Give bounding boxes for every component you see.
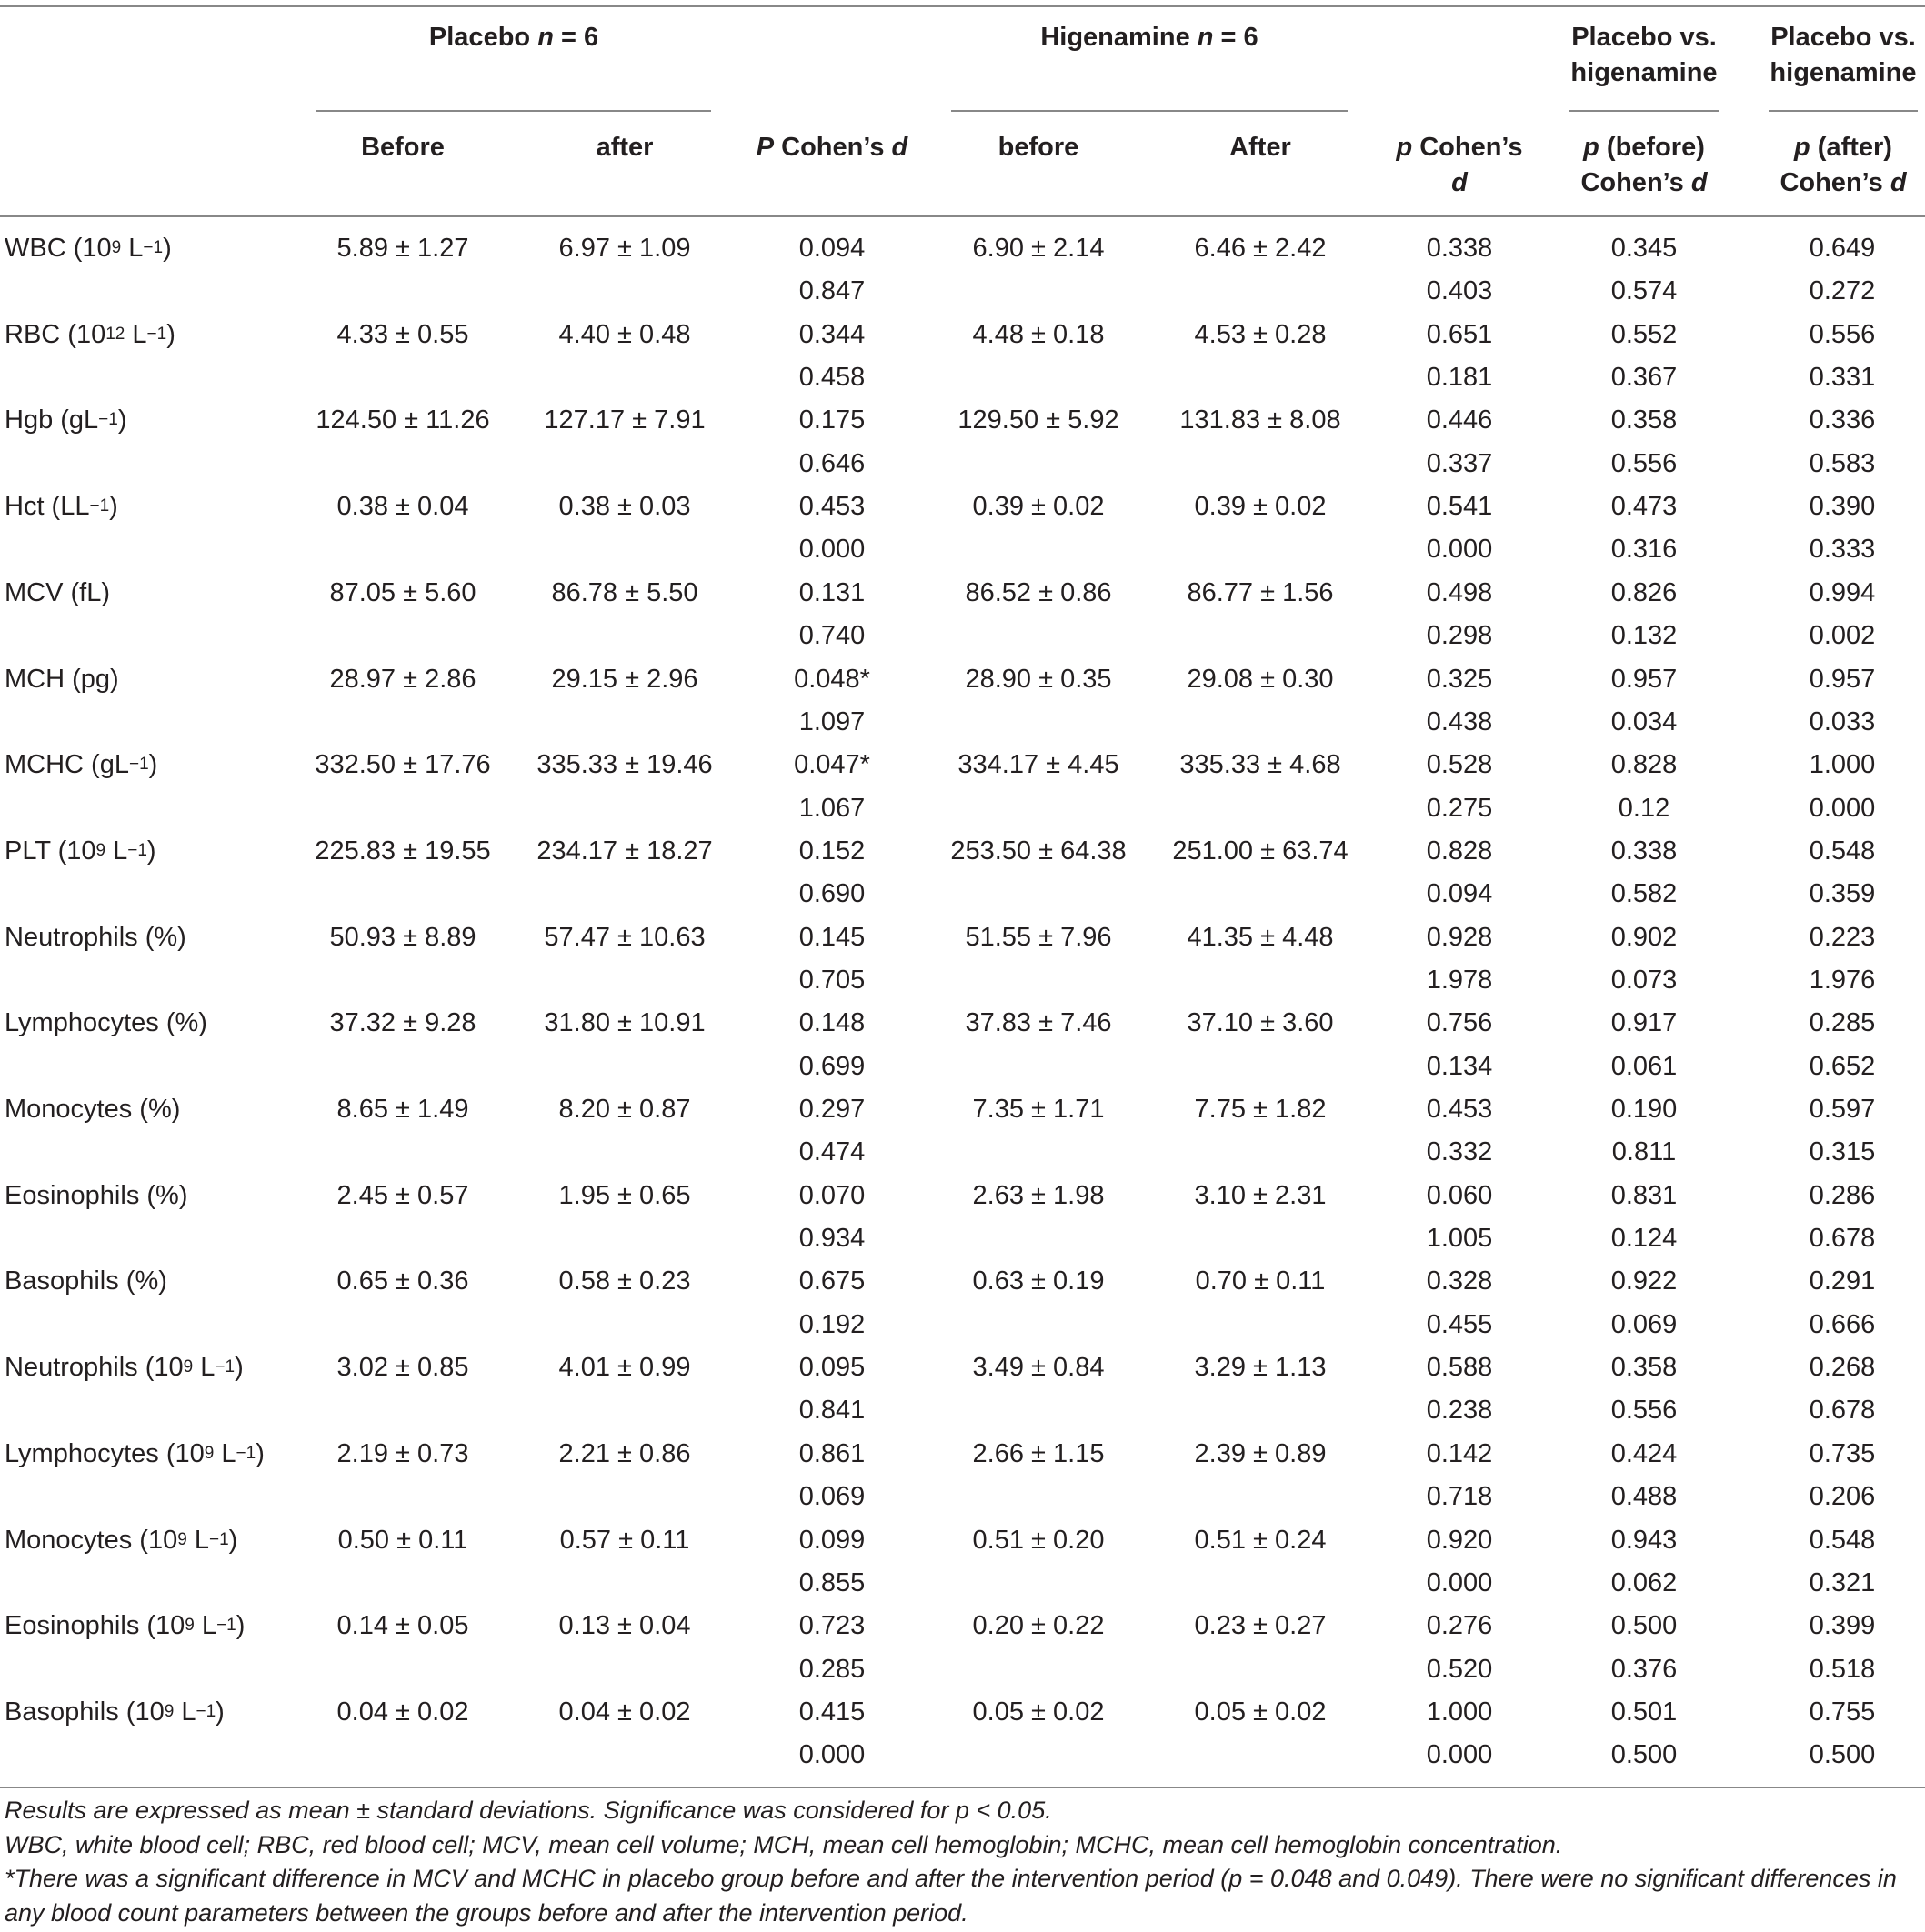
placebo-cohens-d-cell: 0.474 [798, 1137, 866, 1167]
comparison-before-p-cell: 0.358 [1610, 405, 1678, 435]
placebo-cohens-d-cell: 0.646 [798, 448, 866, 478]
row-label: Lymphocytes (%) [5, 1008, 207, 1038]
higenamine-before-cell: 129.50 ± 5.92 [957, 405, 1119, 435]
higenamine-before-cell: 0.20 ± 0.22 [972, 1611, 1105, 1641]
placebo-before-cell: 225.83 ± 19.55 [315, 836, 491, 866]
comparison-before-cohens-d-cell: 0.556 [1610, 1396, 1678, 1426]
higenamine-before-cell: 4.48 ± 0.18 [972, 319, 1105, 349]
higenamine-cohens-d-cell: 0.094 [1426, 879, 1493, 909]
higenamine-p-cell: 0.325 [1426, 664, 1493, 694]
placebo-before-cell: 332.50 ± 17.76 [315, 750, 491, 780]
comparison-before-p-cell: 0.917 [1610, 1008, 1678, 1038]
comparison-after-cohens-d-cell: 0.500 [1809, 1740, 1876, 1770]
higenamine-cohens-d-cell: 0.181 [1426, 363, 1493, 392]
higenamine-cohens-d-cell: 0.337 [1426, 448, 1493, 478]
higenamine-cohens-d-cell: 0.238 [1426, 1396, 1493, 1426]
row-label: RBC ($10^{12}$ $L^{-1}$) [5, 319, 175, 349]
placebo-after-cell: 127.17 ± 7.91 [544, 405, 706, 435]
placebo-before-cell: 5.89 ± 1.27 [336, 234, 469, 263]
comparison-before-p-cell: 0.501 [1610, 1697, 1678, 1727]
higenamine-after-cell: 0.51 ± 0.24 [1194, 1525, 1327, 1555]
comparison-after-cohens-d-cell: 0.678 [1809, 1396, 1876, 1426]
higenamine-after-cell: 4.53 ± 0.28 [1194, 319, 1327, 349]
comparison-before-rule [1569, 110, 1719, 112]
higenamine-p-cell: 0.446 [1426, 405, 1493, 435]
higenamine-after-cell: 6.46 ± 2.42 [1194, 234, 1327, 263]
comparison-after-p-cell: 1.000 [1809, 750, 1876, 780]
comparison-before-p-cell: 0.473 [1610, 492, 1678, 522]
comparison-after-p-cell: 0.994 [1809, 577, 1876, 607]
comparison-before-cohens-d-cell: 0.062 [1610, 1567, 1678, 1597]
header-higenamine-after: After [1229, 133, 1291, 162]
placebo-before-cell: 0.38 ± 0.04 [336, 492, 469, 522]
higenamine-before-cell: 334.17 ± 4.45 [957, 750, 1119, 780]
placebo-p-cell: 0.297 [798, 1095, 866, 1124]
placebo-after-cell: 0.57 ± 0.11 [559, 1525, 690, 1555]
higenamine-cohens-d-cell: 0.438 [1426, 706, 1493, 736]
row-label: Monocytes ($10^9$ $L^{-1}$) [5, 1525, 238, 1555]
placebo-after-cell: 0.13 ± 0.04 [558, 1611, 691, 1641]
comparison-before-p-cell: 0.190 [1610, 1095, 1678, 1124]
row-label: MCV (fL) [5, 577, 110, 607]
comparison-before-p-cell: 0.338 [1610, 836, 1678, 866]
placebo-p-cell: 0.453 [798, 492, 866, 522]
comparison-before-cohens-d-cell: 0.488 [1610, 1482, 1678, 1512]
comparison-after-p-cell: 0.556 [1809, 319, 1876, 349]
placebo-cohens-d-cell: 0.740 [798, 621, 866, 651]
row-label: Basophils (%) [5, 1266, 167, 1296]
comparison-before-cohens-d-cell: 0.574 [1610, 276, 1678, 306]
placebo-cohens-d-cell: 0.699 [798, 1051, 866, 1081]
higenamine-before-cell: 0.05 ± 0.02 [972, 1697, 1105, 1727]
comparison-before-p-cell: 0.358 [1610, 1353, 1678, 1383]
placebo-before-cell: 37.32 ± 9.28 [329, 1008, 476, 1038]
row-label: Eosinophils (%) [5, 1180, 188, 1210]
comparison-before-p-cell: 0.943 [1610, 1525, 1678, 1555]
higenamine-cohens-d-cell: 0.000 [1426, 1567, 1493, 1597]
comparison-after-cohens-d-cell: 0.678 [1809, 1224, 1876, 1253]
higenamine-cohens-d-cell: 0.455 [1426, 1309, 1493, 1339]
placebo-cohens-d-cell: 0.705 [798, 965, 866, 995]
higenamine-cohens-d-cell: 0.403 [1426, 276, 1493, 306]
higenamine-before-cell: 0.39 ± 0.02 [972, 492, 1105, 522]
placebo-before-cell: 0.65 ± 0.36 [336, 1266, 469, 1296]
header-placebo-after: after [596, 133, 654, 162]
comparison-before-cohens-d-cell: 0.12 [1618, 793, 1670, 823]
header-higenamine-group: Higenamine n = 6 [1040, 23, 1258, 52]
higenamine-cohens-d-cell: 0.134 [1426, 1051, 1493, 1081]
table-bottom-rule [0, 1787, 1925, 1788]
placebo-p-cell: 0.131 [798, 577, 866, 607]
higenamine-cohens-d-cell: 0.000 [1426, 535, 1493, 565]
higenamine-before-cell: 86.52 ± 0.86 [965, 577, 1112, 607]
placebo-after-cell: 86.78 ± 5.50 [551, 577, 698, 607]
higenamine-p-cell: 0.498 [1426, 577, 1493, 607]
placebo-cohens-d-cell: 0.458 [798, 363, 866, 392]
table-footnotes [5, 1794, 1920, 1930]
header-placebo-before: Before [361, 133, 445, 162]
placebo-before-cell: 124.50 ± 11.26 [316, 405, 490, 435]
row-label: Basophils ($10^9$ $L^{-1}$) [5, 1697, 225, 1727]
higenamine-p-cell: 1.000 [1426, 1697, 1493, 1727]
comparison-after-cohens-d-cell: 0.518 [1809, 1654, 1876, 1684]
row-label: PLT ($10^9$ $L^{-1}$) [5, 836, 156, 866]
higenamine-p-cell: 0.588 [1426, 1353, 1493, 1383]
comparison-after-p-cell: 0.336 [1809, 405, 1876, 435]
placebo-before-cell: 0.50 ± 0.11 [337, 1525, 468, 1555]
higenamine-p-cell: 0.453 [1426, 1095, 1493, 1124]
header-comparison-p-before: p (before) Cohen’s d [1580, 133, 1708, 197]
placebo-after-cell: 0.04 ± 0.02 [558, 1697, 691, 1727]
row-label: Eosinophils ($10^9$ $L^{-1}$) [5, 1611, 246, 1641]
higenamine-after-cell: 0.39 ± 0.02 [1194, 492, 1327, 522]
comparison-before-cohens-d-cell: 0.811 [1611, 1137, 1677, 1167]
row-label: MCH (pg) [5, 664, 119, 694]
higenamine-before-cell: 7.35 ± 1.71 [972, 1095, 1105, 1124]
placebo-before-cell: 2.19 ± 0.73 [336, 1438, 469, 1468]
placebo-before-cell: 0.14 ± 0.05 [336, 1611, 469, 1641]
comparison-after-p-cell: 0.735 [1809, 1438, 1876, 1468]
comparison-before-p-cell: 0.902 [1610, 922, 1678, 952]
placebo-cohens-d-cell: 0.934 [798, 1224, 866, 1253]
placebo-cohens-d-cell: 0.285 [798, 1654, 866, 1684]
higenamine-p-cell: 0.142 [1426, 1438, 1493, 1468]
comparison-after-p-cell: 0.390 [1809, 492, 1876, 522]
placebo-p-cell: 0.723 [798, 1611, 866, 1641]
higenamine-before-cell: 51.55 ± 7.96 [965, 922, 1112, 952]
placebo-p-cell: 0.095 [798, 1353, 866, 1383]
comparison-before-cohens-d-cell: 0.069 [1610, 1309, 1678, 1339]
comparison-before-p-cell: 0.500 [1610, 1611, 1678, 1641]
header-comparison-p-after: p (after) Cohen’s d [1780, 133, 1907, 197]
placebo-p-cell: 0.344 [798, 319, 866, 349]
higenamine-after-cell: 0.23 ± 0.27 [1194, 1611, 1327, 1641]
comparison-after-cohens-d-cell: 0.000 [1809, 793, 1876, 823]
higenamine-cohens-d-cell: 0.520 [1426, 1654, 1493, 1684]
comparison-before-cohens-d-cell: 0.556 [1610, 448, 1678, 478]
higenamine-after-cell: 86.77 ± 1.56 [1187, 577, 1334, 607]
placebo-p-cell: 0.148 [798, 1008, 866, 1038]
higenamine-after-cell: 7.75 ± 1.82 [1194, 1095, 1327, 1124]
placebo-cohens-d-cell: 1.067 [798, 793, 866, 823]
placebo-p-cell: 0.675 [798, 1266, 866, 1296]
higenamine-cohens-d-cell: 0.275 [1426, 793, 1493, 823]
header-placebo-group: Placebo n = 6 [428, 23, 599, 52]
comparison-after-cohens-d-cell: 0.206 [1809, 1482, 1876, 1512]
placebo-cohens-d-cell: 1.097 [798, 706, 866, 736]
comparison-before-p-cell: 0.552 [1610, 319, 1678, 349]
placebo-cohens-d-cell: 0.855 [798, 1567, 866, 1597]
higenamine-after-cell: 335.33 ± 4.68 [1179, 750, 1341, 780]
comparison-after-cohens-d-cell: 0.315 [1809, 1137, 1876, 1167]
higenamine-before-cell: 6.90 ± 2.14 [972, 234, 1105, 263]
higenamine-cohens-d-cell: 0.298 [1426, 621, 1493, 651]
placebo-p-cell: 0.415 [798, 1697, 866, 1727]
comparison-after-cohens-d-cell: 0.272 [1809, 276, 1876, 306]
comparison-before-p-cell: 0.826 [1610, 577, 1678, 607]
higenamine-p-cell: 0.541 [1426, 492, 1493, 522]
comparison-before-p-cell: 0.424 [1610, 1438, 1678, 1468]
comparison-after-p-cell: 0.291 [1809, 1266, 1876, 1296]
higenamine-after-cell: 29.08 ± 0.30 [1187, 664, 1334, 694]
higenamine-after-cell: 3.29 ± 1.13 [1194, 1353, 1327, 1383]
comparison-after-p-cell: 0.597 [1809, 1095, 1876, 1124]
placebo-cohens-d-cell: 0.192 [798, 1309, 866, 1339]
comparison-before-cohens-d-cell: 0.582 [1610, 879, 1678, 909]
higenamine-p-cell: 0.338 [1426, 234, 1493, 263]
row-label: MCHC $(gL^{-1})$ [5, 750, 158, 780]
placebo-before-cell: 50.93 ± 8.89 [329, 922, 476, 952]
row-label: Monocytes (%) [5, 1095, 181, 1124]
higenamine-cohens-d-cell: 1.978 [1426, 965, 1493, 995]
higenamine-p-cell: 0.651 [1426, 319, 1493, 349]
comparison-after-p-cell: 0.223 [1809, 922, 1876, 952]
header-higenamine-before: before [998, 133, 1079, 162]
placebo-p-cell: 0.047* [794, 750, 870, 780]
comparison-before-p-cell: 0.957 [1610, 664, 1678, 694]
placebo-cohens-d-cell: 0.000 [798, 535, 866, 565]
comparison-before-cohens-d-cell: 0.124 [1610, 1224, 1678, 1253]
placebo-after-cell: 234.17 ± 18.27 [536, 836, 713, 866]
row-label: Hgb $(gL^{-1})$ [5, 405, 127, 435]
comparison-before-p-cell: 0.922 [1610, 1266, 1678, 1296]
higenamine-cohens-d-cell: 0.718 [1426, 1482, 1493, 1512]
comparison-after-cohens-d-cell: 0.359 [1809, 879, 1876, 909]
placebo-after-cell: 1.95 ± 0.65 [558, 1180, 691, 1210]
comparison-before-p-cell: 0.828 [1610, 750, 1678, 780]
higenamine-after-cell: 41.35 ± 4.48 [1187, 922, 1334, 952]
placebo-cohens-d-cell: 0.841 [798, 1396, 866, 1426]
row-label: Neutrophils ($10^9$ $L^{-1}$) [5, 1353, 244, 1383]
header-bottom-rule [0, 215, 1925, 217]
comparison-after-p-cell: 0.399 [1809, 1611, 1876, 1641]
higenamine-after-cell: 251.00 ± 63.74 [1172, 836, 1349, 866]
higenamine-after-cell: 0.05 ± 0.02 [1194, 1697, 1327, 1727]
higenamine-cohens-d-cell: 0.000 [1426, 1740, 1493, 1770]
comparison-after-p-cell: 0.548 [1809, 836, 1876, 866]
row-label: Hct $(LL^{-1})$ [5, 492, 118, 522]
comparison-before-p-cell: 0.345 [1610, 234, 1678, 263]
comparison-before-cohens-d-cell: 0.316 [1610, 535, 1678, 565]
higenamine-p-cell: 0.756 [1426, 1008, 1493, 1038]
comparison-before-cohens-d-cell: 0.061 [1610, 1051, 1678, 1081]
higenamine-before-cell: 253.50 ± 64.38 [950, 836, 1127, 866]
comparison-after-p-cell: 0.548 [1809, 1525, 1876, 1555]
comparison-after-p-cell: 0.957 [1809, 664, 1876, 694]
comparison-after-cohens-d-cell: 0.033 [1809, 706, 1876, 736]
placebo-cohens-d-cell: 0.069 [798, 1482, 866, 1512]
comparison-after-cohens-d-cell: 0.652 [1809, 1051, 1876, 1081]
higenamine-before-cell: 3.49 ± 0.84 [972, 1353, 1105, 1383]
placebo-p-cell: 0.070 [798, 1180, 866, 1210]
higenamine-before-cell: 37.83 ± 7.46 [965, 1008, 1112, 1038]
higenamine-p-cell: 0.928 [1426, 922, 1493, 952]
placebo-before-cell: 2.45 ± 0.57 [336, 1180, 469, 1210]
row-label: Neutrophils (%) [5, 922, 186, 952]
comparison-after-p-cell: 0.755 [1809, 1697, 1876, 1727]
higenamine-after-cell: 37.10 ± 3.60 [1187, 1008, 1334, 1038]
comparison-before-cohens-d-cell: 0.367 [1610, 363, 1678, 392]
placebo-p-cell: 0.152 [798, 836, 866, 866]
comparison-before-cohens-d-cell: 0.073 [1610, 965, 1678, 995]
comparison-after-cohens-d-cell: 0.002 [1809, 621, 1876, 651]
comparison-after-cohens-d-cell: 0.321 [1809, 1567, 1876, 1597]
header-comparison-before-top: Placebo vs. higenamine [1570, 23, 1718, 87]
row-label: WBC ($10^9$ $L^{-1}$) [5, 234, 172, 263]
header-comparison-after-top: Placebo vs. higenamine [1770, 23, 1917, 87]
higenamine-p-cell: 0.060 [1426, 1180, 1493, 1210]
higenamine-p-cell: 0.528 [1426, 750, 1493, 780]
higenamine-cohens-d-cell: 0.332 [1426, 1137, 1493, 1167]
placebo-before-cell: 87.05 ± 5.60 [329, 577, 476, 607]
comparison-after-cohens-d-cell: 1.976 [1809, 965, 1876, 995]
comparison-after-p-cell: 0.268 [1809, 1353, 1876, 1383]
higenamine-after-cell: 131.83 ± 8.08 [1179, 405, 1341, 435]
comparison-before-cohens-d-cell: 0.034 [1610, 706, 1678, 736]
placebo-cohens-d-cell: 0.000 [798, 1740, 866, 1770]
row-label: Lymphocytes ($10^9$ $L^{-1}$) [5, 1438, 265, 1468]
comparison-after-cohens-d-cell: 0.583 [1809, 448, 1876, 478]
higenamine-before-cell: 2.63 ± 1.98 [972, 1180, 1105, 1210]
header-placebo-p-cohens-d: P Cohen’s d [756, 133, 908, 162]
higenamine-after-cell: 2.39 ± 0.89 [1194, 1438, 1327, 1468]
placebo-after-cell: 4.40 ± 0.48 [558, 319, 691, 349]
placebo-p-cell: 0.094 [798, 234, 866, 263]
higenamine-before-cell: 0.63 ± 0.19 [972, 1266, 1105, 1296]
comparison-after-cohens-d-cell: 0.331 [1809, 363, 1876, 392]
footnote-results: Results are expressed as mean ± standard deviations. Significance was considered for p < 0.05. [5, 1797, 1052, 1824]
higenamine-p-cell: 0.828 [1426, 836, 1493, 866]
placebo-p-cell: 0.048* [794, 664, 870, 694]
header-higenamine-p-cohens-d: p Cohen’s d [1396, 133, 1523, 197]
placebo-after-cell: 4.01 ± 0.99 [558, 1353, 691, 1383]
placebo-before-cell: 8.65 ± 1.49 [336, 1095, 469, 1124]
placebo-cohens-d-cell: 0.690 [798, 879, 866, 909]
placebo-p-cell: 0.861 [798, 1438, 866, 1468]
placebo-after-cell: 2.21 ± 0.86 [558, 1438, 691, 1468]
placebo-cohens-d-cell: 0.847 [798, 276, 866, 306]
placebo-before-cell: 28.97 ± 2.86 [329, 664, 476, 694]
higenamine-before-cell: 2.66 ± 1.15 [972, 1438, 1105, 1468]
placebo-before-cell: 3.02 ± 0.85 [336, 1353, 469, 1383]
higenamine-before-cell: 0.51 ± 0.20 [972, 1525, 1105, 1555]
higenamine-p-cell: 0.328 [1426, 1266, 1493, 1296]
comparison-after-cohens-d-cell: 0.333 [1809, 535, 1876, 565]
higenamine-after-cell: 0.70 ± 0.11 [1195, 1266, 1326, 1296]
placebo-before-cell: 0.04 ± 0.02 [336, 1697, 469, 1727]
placebo-p-cell: 0.099 [798, 1525, 866, 1555]
comparison-before-cohens-d-cell: 0.376 [1610, 1654, 1678, 1684]
higenamine-p-cell: 0.920 [1426, 1525, 1493, 1555]
placebo-after-cell: 8.20 ± 0.87 [558, 1095, 691, 1124]
placebo-p-cell: 0.145 [798, 922, 866, 952]
placebo-after-cell: 0.38 ± 0.03 [558, 492, 691, 522]
higenamine-after-cell: 3.10 ± 2.31 [1194, 1180, 1327, 1210]
footnote-significance: *There was a significant difference in MCV and MCHC in placebo group before and after the intervention period (p = 0.048 and 0.049). There were no significant differences in any blood count parameters between the groups before and after the intervention period. [5, 1865, 1897, 1927]
comparison-before-cohens-d-cell: 0.132 [1610, 621, 1678, 651]
comparison-before-cohens-d-cell: 0.500 [1610, 1740, 1678, 1770]
placebo-after-cell: 57.47 ± 10.63 [544, 922, 706, 952]
placebo-after-cell: 6.97 ± 1.09 [558, 234, 691, 263]
placebo-after-cell: 0.58 ± 0.23 [558, 1266, 691, 1296]
placebo-before-cell: 4.33 ± 0.55 [336, 319, 469, 349]
footnote-abbreviations: WBC, white blood cell; RBC, red blood cell; MCV, mean cell volume; MCH, mean cell hemoglobin; MCHC, mean cell hemoglobin concentration. [5, 1830, 1563, 1858]
higenamine-cohens-d-cell: 1.005 [1426, 1224, 1493, 1253]
higenamine-p-cell: 0.276 [1426, 1611, 1493, 1641]
placebo-p-cell: 0.175 [798, 405, 866, 435]
comparison-after-cohens-d-cell: 0.666 [1809, 1309, 1876, 1339]
comparison-before-p-cell: 0.831 [1610, 1180, 1678, 1210]
table-top-rule [0, 5, 1925, 7]
comparison-after-p-cell: 0.649 [1809, 234, 1876, 263]
placebo-after-cell: 31.80 ± 10.91 [544, 1008, 706, 1038]
comparison-after-p-cell: 0.285 [1809, 1008, 1876, 1038]
placebo-after-cell: 29.15 ± 2.96 [551, 664, 698, 694]
comparison-after-rule [1769, 110, 1918, 112]
placebo-group-rule [316, 110, 711, 112]
comparison-after-p-cell: 0.286 [1809, 1180, 1876, 1210]
higenamine-group-rule [951, 110, 1348, 112]
higenamine-before-cell: 28.90 ± 0.35 [965, 664, 1112, 694]
placebo-after-cell: 335.33 ± 19.46 [536, 750, 713, 780]
